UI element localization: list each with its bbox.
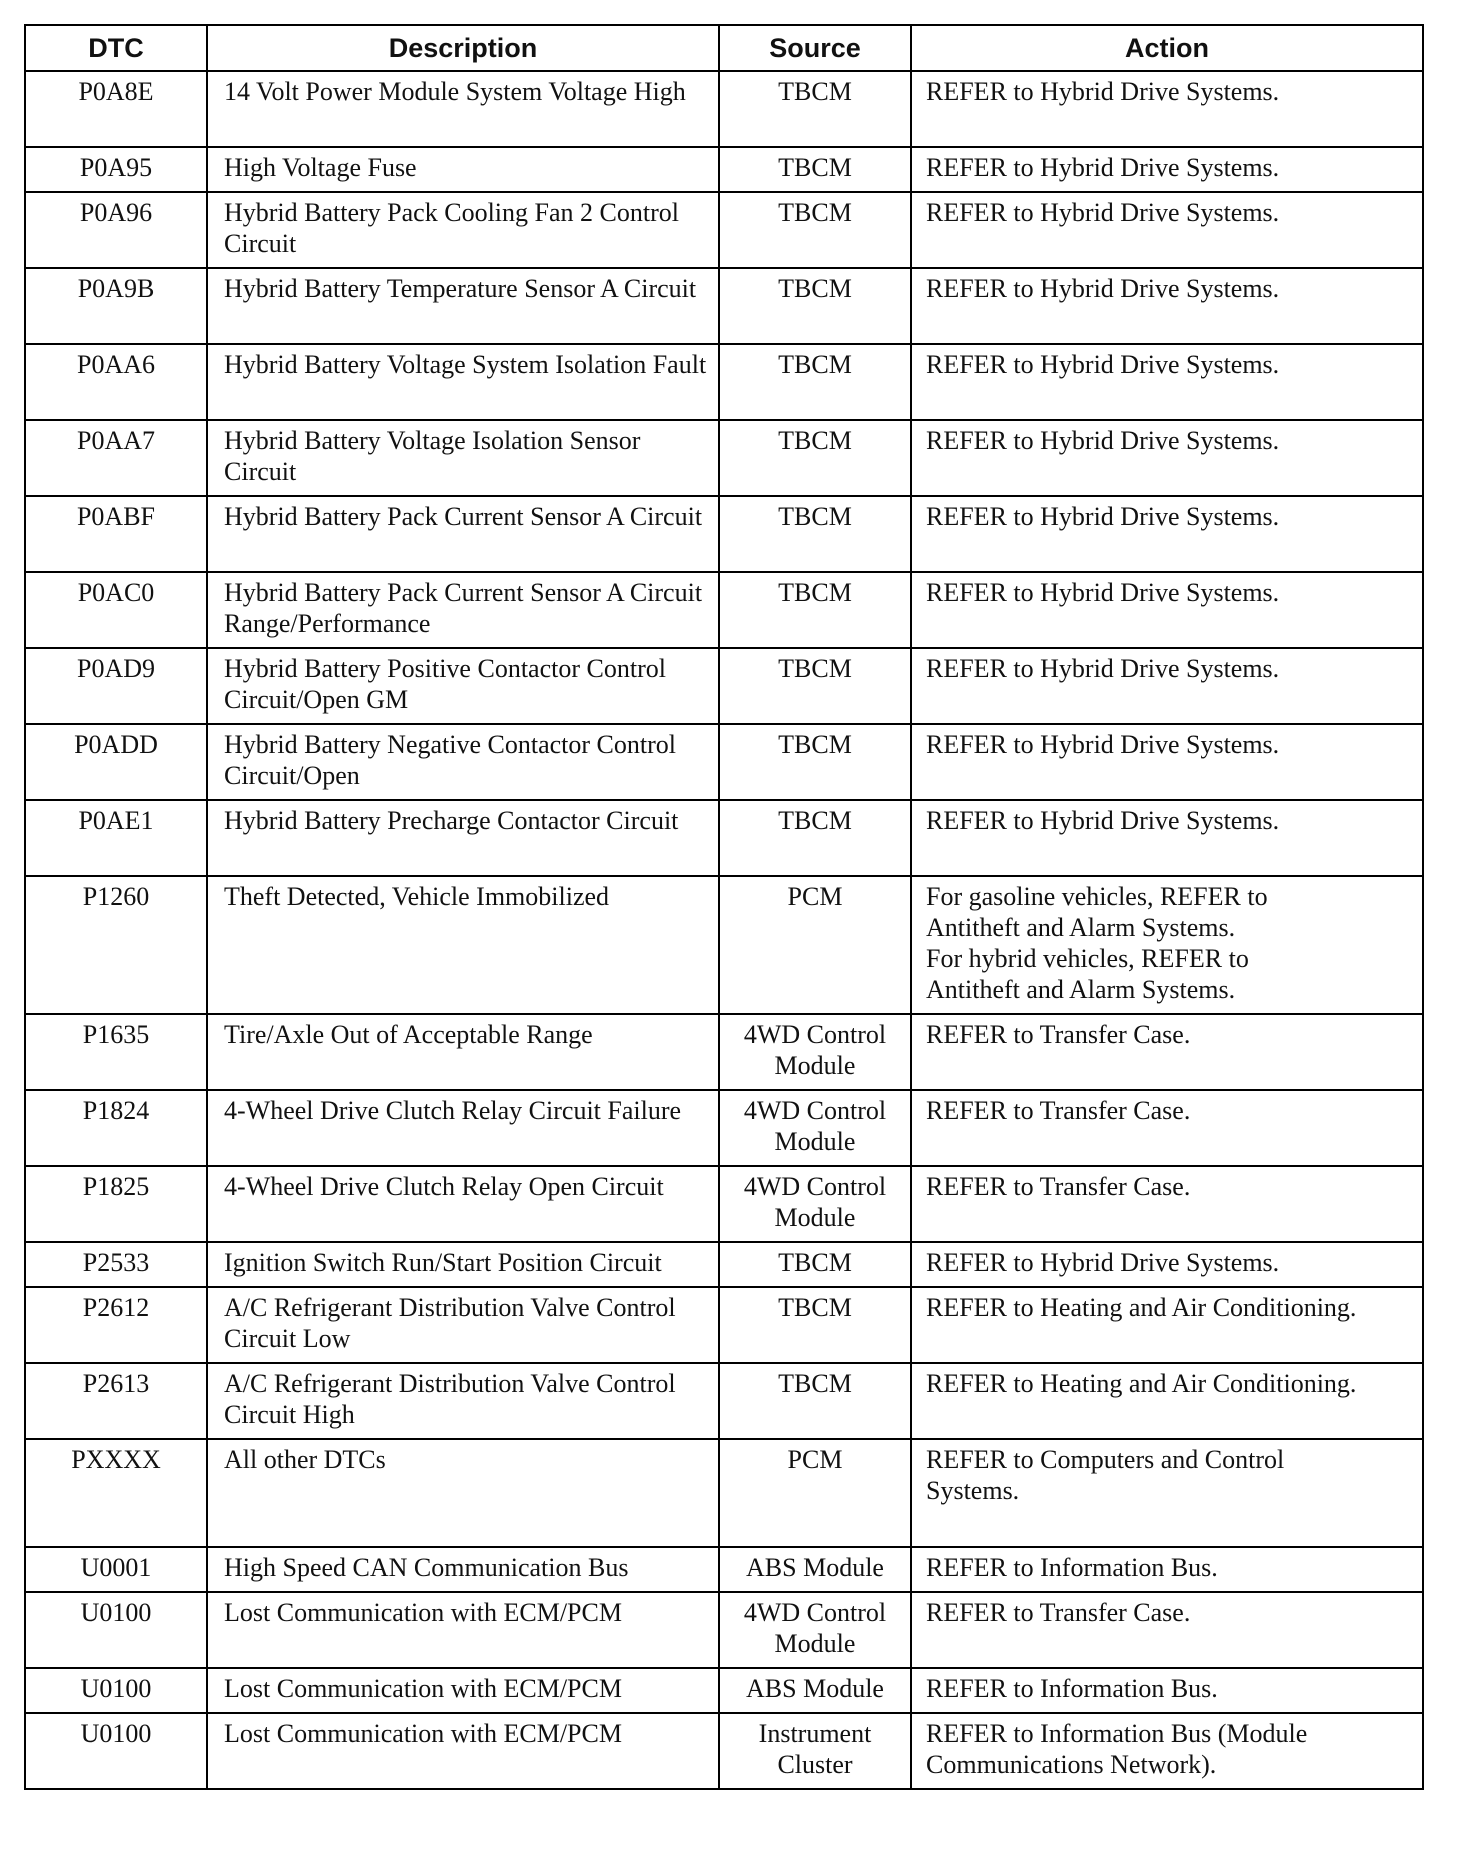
table-row [25, 71, 1423, 147]
table-row [25, 420, 1423, 496]
description-cell: High Speed CAN Communication Bus [207, 1547, 719, 1592]
description-cell: Hybrid Battery Negative Contactor Control Circuit/Open [207, 724, 719, 800]
action-cell: REFER to Hybrid Drive Systems. [911, 572, 1423, 648]
source-cell: TBCM [719, 344, 911, 420]
source-cell: 4WD Control Module [719, 1090, 911, 1166]
description-cell: Ignition Switch Run/Start Position Circuit [207, 1242, 719, 1287]
table-row [25, 268, 1423, 344]
action-cell: REFER to Heating and Air Conditioning. [911, 1363, 1423, 1439]
source-cell: TBCM [719, 724, 911, 800]
dtc-code-cell: P0AD9 [25, 648, 207, 724]
table-body [25, 71, 1423, 1789]
dtc-code-cell: P2533 [25, 1242, 207, 1287]
source-cell: 4WD Control Module [719, 1592, 911, 1668]
dtc-code-cell: P0A96 [25, 192, 207, 268]
action-cell: REFER to Transfer Case. [911, 1166, 1423, 1242]
source-cell: TBCM [719, 192, 911, 268]
header-action: Action [911, 25, 1423, 71]
dtc-code-cell: U0001 [25, 1547, 207, 1592]
action-cell: REFER to Hybrid Drive Systems. [911, 724, 1423, 800]
dtc-code-cell: P1825 [25, 1166, 207, 1242]
description-cell: A/C Refrigerant Distribution Valve Control Circuit Low [207, 1287, 719, 1363]
action-cell: REFER to Hybrid Drive Systems. [911, 1242, 1423, 1287]
source-cell: ABS Module [719, 1668, 911, 1713]
description-cell: Hybrid Battery Pack Current Sensor A Circuit [207, 496, 719, 572]
action-cell: REFER to Information Bus (Module Communications Network). [911, 1713, 1423, 1789]
table-row [25, 1547, 1423, 1592]
table-row [25, 800, 1423, 876]
table-row [25, 1287, 1423, 1363]
description-cell: Hybrid Battery Voltage System Isolation Fault [207, 344, 719, 420]
table-row [25, 1014, 1423, 1090]
action-cell: REFER to Hybrid Drive Systems. [911, 192, 1423, 268]
action-cell: REFER to Hybrid Drive Systems. [911, 71, 1423, 147]
description-cell: Lost Communication with ECM/PCM [207, 1592, 719, 1668]
dtc-code-cell: PXXXX [25, 1439, 207, 1547]
dtc-code-cell: P0ABF [25, 496, 207, 572]
table-row [25, 1090, 1423, 1166]
description-cell: 4-Wheel Drive Clutch Relay Circuit Failure [207, 1090, 719, 1166]
table-row [25, 876, 1423, 1014]
dtc-code-cell: P0A8E [25, 71, 207, 147]
action-cell: REFER to Computers and Control Systems. [911, 1439, 1423, 1547]
dtc-code-cell: P1635 [25, 1014, 207, 1090]
action-cell: REFER to Heating and Air Conditioning. [911, 1287, 1423, 1363]
dtc-table [24, 24, 1424, 1790]
action-cell: REFER to Hybrid Drive Systems. [911, 648, 1423, 724]
action-cell: REFER to Hybrid Drive Systems. [911, 147, 1423, 192]
description-cell: All other DTCs [207, 1439, 719, 1547]
table-row [25, 724, 1423, 800]
source-cell: 4WD Control Module [719, 1166, 911, 1242]
description-cell: Hybrid Battery Voltage Isolation Sensor Circuit [207, 420, 719, 496]
header-dtc: DTC [25, 25, 207, 71]
description-cell: 4-Wheel Drive Clutch Relay Open Circuit [207, 1166, 719, 1242]
header-description: Description [207, 25, 719, 71]
table-row [25, 1592, 1423, 1668]
action-cell: REFER to Transfer Case. [911, 1090, 1423, 1166]
dtc-code-cell: P0ADD [25, 724, 207, 800]
source-cell: TBCM [719, 496, 911, 572]
description-cell: Lost Communication with ECM/PCM [207, 1713, 719, 1789]
table-row [25, 192, 1423, 268]
action-cell: REFER to Information Bus. [911, 1668, 1423, 1713]
description-cell: Hybrid Battery Positive Contactor Control Circuit/Open GM [207, 648, 719, 724]
table-row [25, 1713, 1423, 1789]
action-cell: REFER to Hybrid Drive Systems. [911, 420, 1423, 496]
dtc-code-cell: P1260 [25, 876, 207, 1014]
table-row [25, 1166, 1423, 1242]
source-cell: PCM [719, 1439, 911, 1547]
source-cell: Instrument Cluster [719, 1713, 911, 1789]
action-cell: REFER to Information Bus. [911, 1547, 1423, 1592]
table-row [25, 1242, 1423, 1287]
table-row [25, 496, 1423, 572]
table-row [25, 1439, 1423, 1547]
action-cell: REFER to Transfer Case. [911, 1592, 1423, 1668]
source-cell: TBCM [719, 572, 911, 648]
dtc-code-cell: P1824 [25, 1090, 207, 1166]
description-cell: A/C Refrigerant Distribution Valve Control Circuit High [207, 1363, 719, 1439]
source-cell: TBCM [719, 800, 911, 876]
dtc-code-cell: P0A9B [25, 268, 207, 344]
table-row [25, 1363, 1423, 1439]
dtc-code-cell: U0100 [25, 1592, 207, 1668]
description-cell: Tire/Axle Out of Acceptable Range [207, 1014, 719, 1090]
dtc-code-cell: P0A95 [25, 147, 207, 192]
action-cell: For gasoline vehicles, REFER to Antitheft and Alarm Systems. For hybrid vehicles, REFER to Antitheft and Alarm Systems. [911, 876, 1423, 1014]
table-row [25, 648, 1423, 724]
description-cell: High Voltage Fuse [207, 147, 719, 192]
action-cell: REFER to Hybrid Drive Systems. [911, 344, 1423, 420]
description-cell: Hybrid Battery Temperature Sensor A Circuit [207, 268, 719, 344]
table-header-row [25, 25, 1423, 71]
table-row [25, 1668, 1423, 1713]
source-cell: PCM [719, 876, 911, 1014]
action-cell: REFER to Hybrid Drive Systems. [911, 496, 1423, 572]
source-cell: ABS Module [719, 1547, 911, 1592]
source-cell: TBCM [719, 1242, 911, 1287]
source-cell: TBCM [719, 1287, 911, 1363]
action-cell: REFER to Hybrid Drive Systems. [911, 800, 1423, 876]
dtc-code-cell: P0AC0 [25, 572, 207, 648]
description-cell: Lost Communication with ECM/PCM [207, 1668, 719, 1713]
source-cell: TBCM [719, 420, 911, 496]
dtc-code-cell: P0AA7 [25, 420, 207, 496]
source-cell: TBCM [719, 1363, 911, 1439]
dtc-code-cell: U0100 [25, 1668, 207, 1713]
source-cell: TBCM [719, 648, 911, 724]
dtc-code-cell: P0AE1 [25, 800, 207, 876]
table-row [25, 147, 1423, 192]
dtc-code-cell: P0AA6 [25, 344, 207, 420]
description-cell: Hybrid Battery Pack Current Sensor A Circuit Range/Performance [207, 572, 719, 648]
source-cell: 4WD Control Module [719, 1014, 911, 1090]
description-cell: Hybrid Battery Pack Cooling Fan 2 Control Circuit [207, 192, 719, 268]
dtc-code-cell: P2612 [25, 1287, 207, 1363]
source-cell: TBCM [719, 71, 911, 147]
action-cell: REFER to Hybrid Drive Systems. [911, 268, 1423, 344]
description-cell: Hybrid Battery Precharge Contactor Circuit [207, 800, 719, 876]
source-cell: TBCM [719, 147, 911, 192]
table-row [25, 572, 1423, 648]
description-cell: 14 Volt Power Module System Voltage High [207, 71, 719, 147]
dtc-code-cell: U0100 [25, 1713, 207, 1789]
header-source: Source [719, 25, 911, 71]
source-cell: TBCM [719, 268, 911, 344]
table-row [25, 344, 1423, 420]
dtc-code-cell: P2613 [25, 1363, 207, 1439]
description-cell: Theft Detected, Vehicle Immobilized [207, 876, 719, 1014]
action-cell: REFER to Transfer Case. [911, 1014, 1423, 1090]
